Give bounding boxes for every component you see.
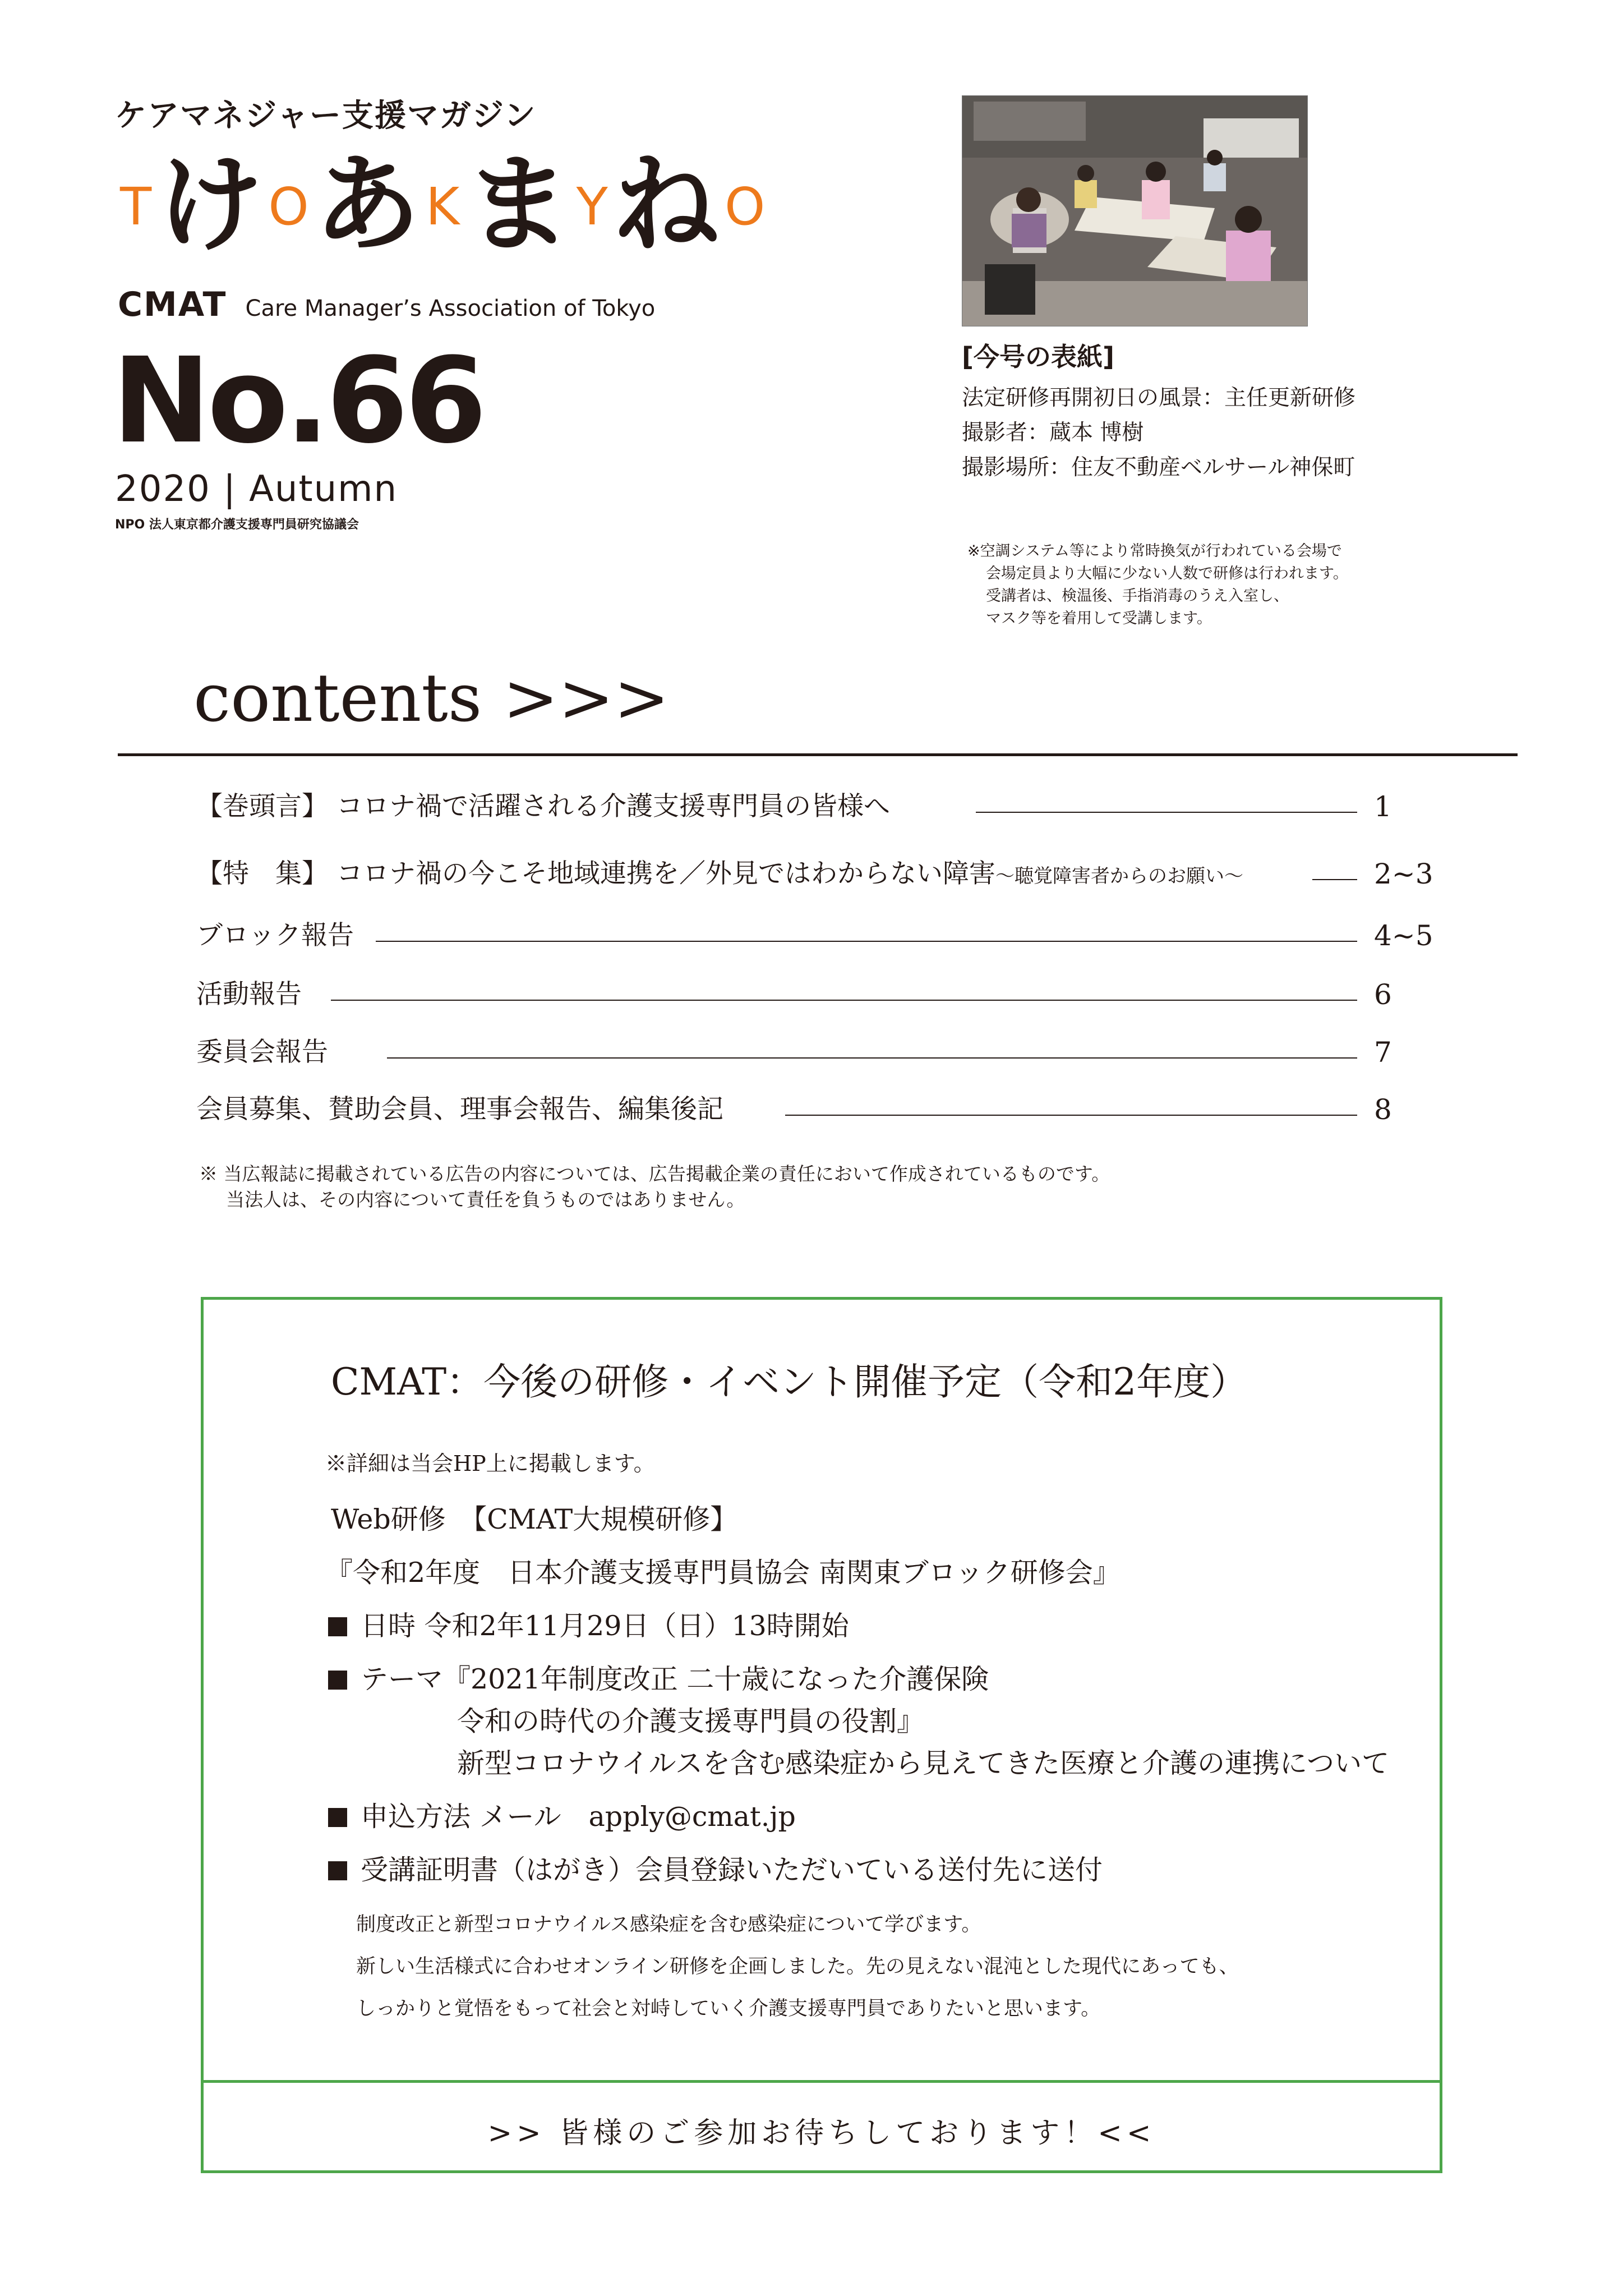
logo-letter-y: Y (576, 177, 608, 237)
cover-photo (962, 95, 1308, 326)
toc-item-page: 4~5 (1374, 919, 1433, 952)
toc-item-label-wrap (196, 853, 1257, 890)
square-bullet-icon (328, 1617, 347, 1636)
event-theme-line: 新型コロナウイルスを含む感染症から見えてきた医療と介護の連携について (457, 1747, 1390, 1779)
toc-leader-line (331, 1000, 1357, 1001)
square-bullet-icon (328, 1861, 347, 1880)
event-box-divider (201, 2080, 1442, 2083)
cover-note-line: 受講者は、検温後、手指消毒のうえ入室し、 (986, 587, 1289, 605)
event-theme: テーマ『2021年制度改正 二十歳になった介護保険 (361, 1663, 989, 1695)
toc-item-page: 6 (1374, 978, 1392, 1011)
contents-disclaimer (199, 1161, 1110, 1213)
event-apply-row (328, 1795, 796, 1834)
logo-letter-o2: O (724, 177, 766, 237)
cover-caption-line: 撮影場所：住友不動産ベルサール神保町 (962, 455, 1355, 480)
magazine-subtitle: ケアマネジャー支援マガジン (115, 98, 537, 134)
toc-leader-line (376, 941, 1357, 942)
toc-item-label: 活動報告 (196, 973, 315, 1011)
event-category: Web研修 【CMAT大規模研修】 (331, 1503, 738, 1535)
contents-divider (118, 753, 1518, 756)
toc-item-page: 8 (1374, 1093, 1392, 1126)
contents-heading: contents >>> (193, 659, 670, 737)
logo-kana-ne: ね (612, 142, 720, 266)
toc-leader-line (785, 1115, 1357, 1116)
event-description-line: 新しい生活様式に合わせオンライン研修を企画しました。先の見えない混沌とした現代にあっても、 (356, 1955, 1239, 1978)
logo-kana-ma: ま (464, 142, 571, 266)
event-certificate: 受講証明書（はがき）会員登録いただいている送付先に送付 (361, 1854, 1103, 1886)
seminar-room-illustration (962, 96, 1307, 326)
toc-item-page: 2~3 (1374, 858, 1433, 890)
event-note: ※詳細は当会HP上に掲載します。 (325, 1451, 655, 1476)
toc-item-label: 【巻頭言】 コロナ禍で活躍される介護支援専門員の皆様へ (196, 785, 903, 823)
event-name: 『令和2年度 日本介護支援専門員協会 南関東ブロック研修会』 (325, 1557, 1121, 1589)
association-line (118, 285, 655, 324)
logo-kana-ke: け (156, 142, 264, 266)
cover-note-line: マスク等を着用して受講します。 (986, 610, 1212, 627)
toc-item-label: 委員会報告 (196, 1031, 342, 1069)
toc-item[interactable] (196, 855, 1441, 895)
logo-letter-k: K (426, 177, 460, 237)
event-apply[interactable]: 申込方法 メール apply@cmat.jp (361, 1801, 796, 1833)
event-description-line: しっかりと覚悟をもって社会と対峙していく介護支援専門員でありたいと思います。 (356, 1998, 1101, 2020)
event-theme-line: 令和の時代の介護支援専門員の役割』 (457, 1705, 925, 1737)
cover-caption-title: [今号の表紙] (962, 342, 1115, 372)
event-closing-message: >> 皆様のご参加お待ちしております！<< (487, 2116, 1156, 2150)
event-date-row (328, 1604, 849, 1644)
issue-date: 2020 | Autumn (115, 468, 398, 510)
toc-leader-line (387, 1057, 1357, 1059)
toc-item-label-tail: ～聴覚障害者からのお願い～ (995, 865, 1243, 887)
toc-item-label: 【特 集】 コロナ禍の今こそ地域連携を／外見ではわからない障害 (196, 858, 995, 889)
cover-note-line: 会場定員より大幅に少ない人数で研修は行われます。 (986, 565, 1348, 582)
toc-item-page: 7 (1374, 1036, 1392, 1069)
logo-letter-o: O (268, 177, 309, 237)
event-date: 日時 令和2年11月29日（日）13時開始 (361, 1610, 849, 1642)
toc-item[interactable] (196, 1091, 1441, 1130)
toc-leader-line (976, 812, 1357, 813)
disclaimer-line: ※ 当広報誌に掲載されている広告の内容については、広告掲載企業の責任において作成されているものです。 (199, 1163, 1110, 1185)
logo-letter-t: T (120, 177, 152, 237)
cover-note-line: ※空調システム等により常時換気が行われている会場で (967, 542, 1342, 560)
toc-item[interactable] (196, 917, 1441, 956)
cover-caption-line: 撮影者：蔵本 博樹 (962, 420, 1144, 445)
toc-item[interactable] (196, 788, 1441, 827)
square-bullet-icon (328, 1671, 347, 1690)
issue-number: No.66 (112, 332, 484, 470)
cover-caption-line: 法定研修再開初日の風景：主任更新研修 (962, 385, 1356, 411)
event-description-line: 制度改正と新型コロナウイルス感染症を含む感染症について学びます。 (356, 1913, 981, 1936)
disclaimer-line: 当法人は、その内容について責任を負うものではありません。 (226, 1189, 745, 1211)
square-bullet-icon (328, 1808, 347, 1827)
toc-item-label: ブロック報告 (196, 914, 367, 952)
toc-item[interactable] (196, 1034, 1441, 1073)
event-box-title: CMAT：今後の研修・イベント開催予定（令和2年度） (331, 1360, 1248, 1404)
toc-item[interactable] (196, 976, 1441, 1015)
organization-name: NPO 法人東京都介護支援専門員研究協議会 (115, 518, 359, 532)
magazine-logo (118, 142, 767, 266)
association-abbr: CMAT (118, 285, 227, 324)
toc-item-page: 1 (1374, 790, 1392, 823)
toc-item-label: 会員募集、賛助会員、理事会報告、編集後記 (196, 1088, 737, 1126)
association-full-name: Care Manager’s Association of Tokyo (245, 296, 656, 321)
event-theme-row (328, 1658, 989, 1697)
logo-kana-a: あ (313, 142, 421, 266)
event-certificate-row (328, 1848, 1103, 1888)
toc-leader-line (1312, 879, 1357, 880)
